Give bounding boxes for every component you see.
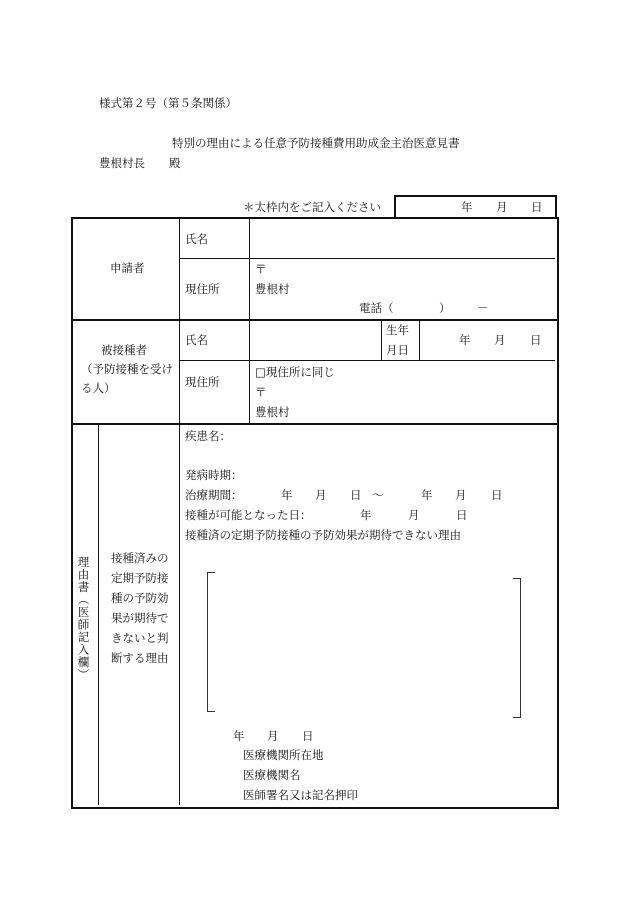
- treatment-to-month: 月: [455, 488, 467, 502]
- treatment-label: 治療期間：: [185, 488, 243, 502]
- divider-recipient-name: [179, 360, 555, 361]
- applicant-postal-mark: 〒: [255, 262, 267, 276]
- possible-date-label: 接種が可能となった日：: [185, 508, 312, 522]
- birth-day: 日: [530, 333, 542, 347]
- sign-date-day: 日: [302, 729, 314, 743]
- recipient-name-label: 氏名: [185, 333, 208, 347]
- right-bracket: [513, 578, 521, 718]
- date-month: 月: [496, 200, 508, 214]
- reason-sub-line-4: 果が期待で: [111, 611, 169, 625]
- reason-sub-line-6: 断する理由: [111, 651, 169, 665]
- applicant-phone-close: ）: [439, 301, 451, 315]
- recipient-village: 豊根村: [255, 405, 290, 419]
- birth-year: 年: [459, 333, 471, 347]
- applicant-name-field[interactable]: [251, 220, 553, 257]
- birth-date-field[interactable]: [421, 322, 553, 359]
- reason-sub-line-3: 種の予防効: [111, 591, 169, 605]
- reason-sub-label: [111, 548, 169, 668]
- recipient-sublabel-1: （予防接種を受け: [81, 362, 173, 376]
- applicant-address-field[interactable]: [251, 260, 553, 318]
- recipient-address-field[interactable]: [251, 362, 553, 422]
- sign-date-month: 月: [267, 729, 279, 743]
- applicant-label: 申請者: [110, 261, 145, 275]
- column-divider-side: [98, 425, 99, 805]
- date-year: 年: [461, 200, 473, 214]
- possible-date-year: 年: [360, 508, 372, 522]
- recipient-address-label: 現住所: [185, 375, 220, 389]
- disease-label: 疾患名：: [185, 429, 231, 443]
- ineffective-reason-label: 接種済の定期予防接種の予防効果が期待できない理由: [185, 528, 461, 542]
- treatment-range-mark: ～: [372, 488, 384, 502]
- column-divider-fields: [249, 219, 250, 424]
- possible-date-month: 月: [408, 508, 420, 522]
- birth-label-line1: 生年: [386, 323, 409, 337]
- treatment-to-year: 年: [421, 488, 433, 502]
- date-box[interactable]: [394, 195, 557, 219]
- doctor-signature-label: 医師署名又は記名押印: [243, 788, 358, 802]
- document-title: 特別の理由による任意予防接種費用助成金主治医意見書: [172, 136, 460, 150]
- reason-sub-line-2: 定期予防接: [111, 571, 169, 585]
- divider-applicant-name: [179, 258, 555, 259]
- sign-date-year: 年: [233, 729, 245, 743]
- reason-text-area[interactable]: [207, 572, 521, 716]
- column-divider-main: [179, 219, 180, 805]
- onset-label: 発病時期：: [185, 468, 243, 482]
- institution-address-label: 医療機関所在地: [243, 748, 324, 762]
- treatment-from-day: 日: [350, 488, 362, 502]
- applicant-name-label: 氏名: [185, 232, 208, 246]
- reason-sub-line-1: 接種済みの: [111, 551, 169, 565]
- recipient-name-field[interactable]: [251, 322, 379, 359]
- addressee-honorific: 殿: [169, 156, 181, 170]
- same-address-checkbox[interactable]: □現住所に同じ: [255, 365, 335, 379]
- birth-label-right: [419, 321, 420, 361]
- applicant-phone-label: 電話（: [359, 301, 394, 315]
- treatment-from-month: 月: [315, 488, 327, 502]
- date-day: 日: [531, 200, 543, 214]
- institution-name-label: 医療機関名: [243, 768, 301, 782]
- reason-sub-line-5: きないと判: [111, 631, 169, 645]
- recipient-label: 被接種者: [101, 343, 147, 357]
- treatment-from-year: 年: [281, 488, 293, 502]
- divider-applicant-recipient: [73, 319, 557, 321]
- addressee: 豊根村長: [99, 156, 145, 170]
- fill-instruction: ＊太枠内をご記入ください: [243, 200, 381, 214]
- applicant-phone-dash: －: [477, 301, 489, 315]
- divider-recipient-reason: [73, 423, 557, 425]
- recipient-postal-mark: 〒: [255, 385, 267, 399]
- treatment-to-day: 日: [491, 488, 503, 502]
- form-number: 様式第２号（第５条関係）: [99, 96, 237, 110]
- possible-date-day: 日: [456, 508, 468, 522]
- birth-month: 月: [494, 333, 506, 347]
- birth-label-left: [381, 321, 382, 361]
- birth-label-line2: 月日: [386, 343, 409, 357]
- applicant-village: 豊根村: [255, 282, 290, 296]
- reason-side-label: 理由書（医師記入欄）: [76, 556, 91, 681]
- recipient-sublabel-2: る人）: [81, 381, 116, 395]
- left-bracket: [207, 572, 215, 712]
- applicant-address-label: 現住所: [185, 282, 220, 296]
